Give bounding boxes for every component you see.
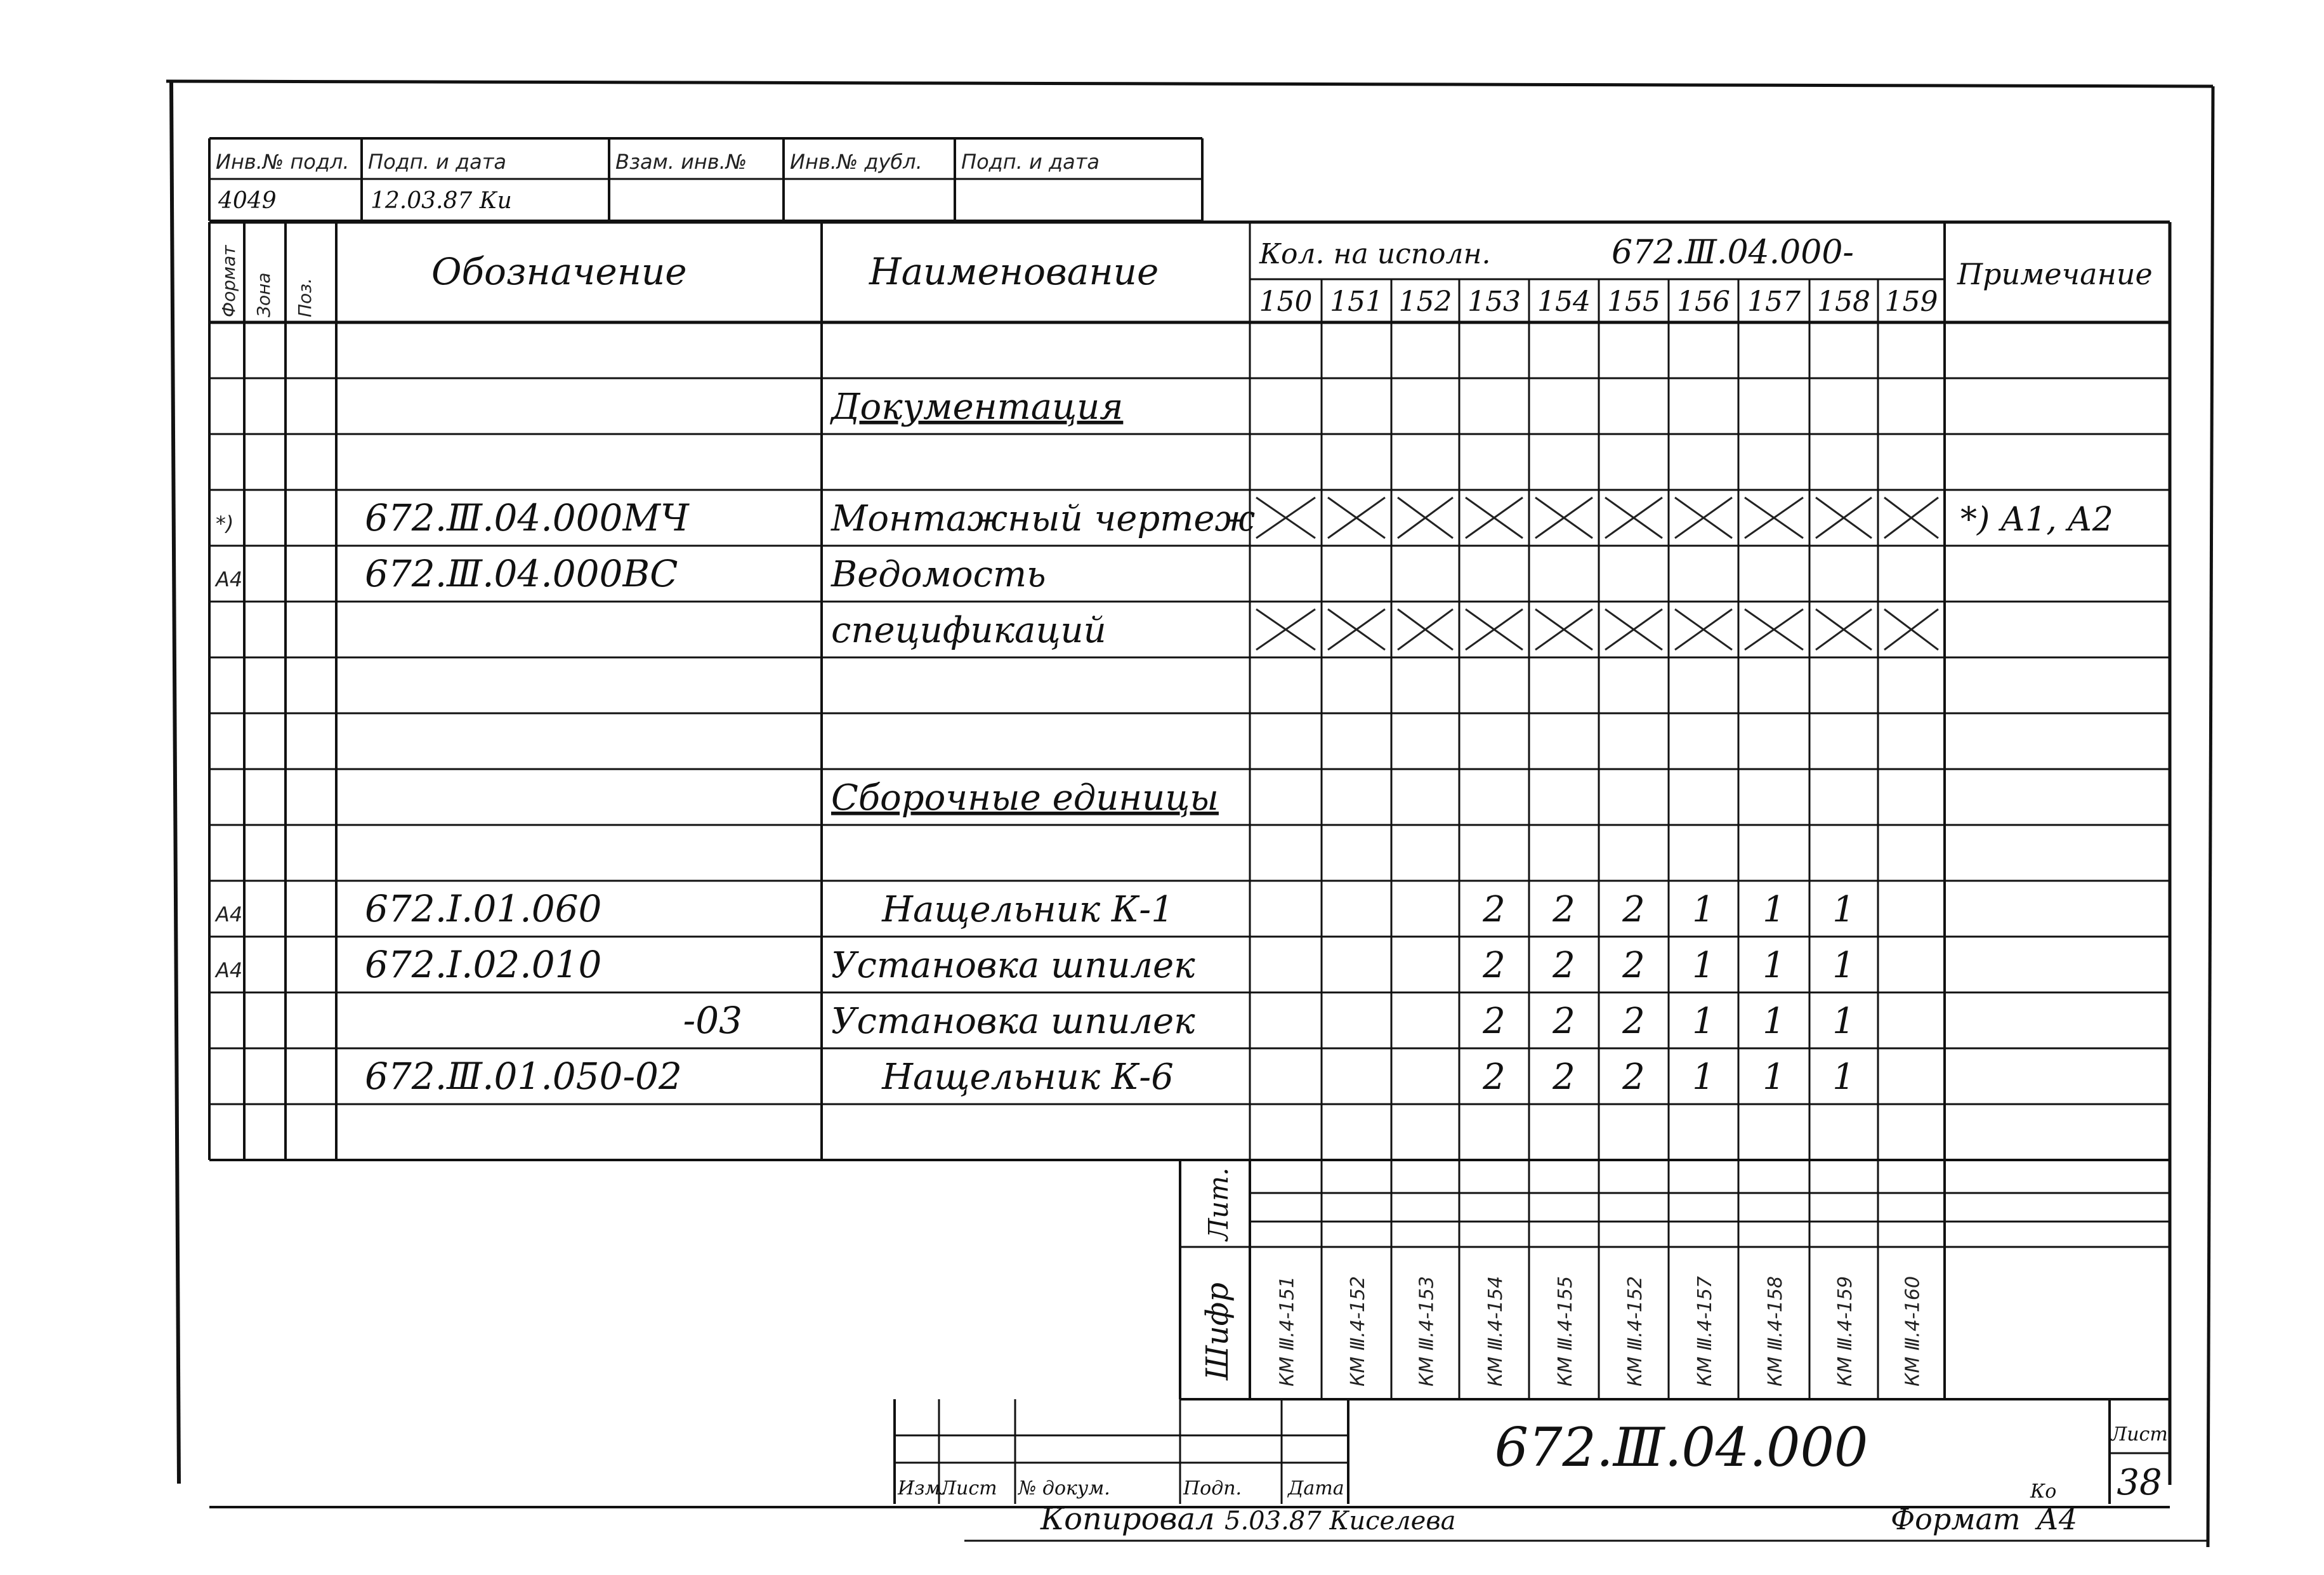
row-format: А4 [216, 902, 243, 926]
qty-value: 1 [1763, 945, 1785, 986]
qty-group-header: Кол. на исполн. [1259, 238, 1491, 270]
sheet-number: 38 [2117, 1462, 2162, 1503]
row-designation: 672.Ⅲ.01.050-02 [365, 1055, 682, 1098]
row-format: А4 [216, 958, 243, 982]
cross-mark [1256, 609, 1315, 650]
qty-value: 2 [1483, 945, 1506, 986]
cross-mark [1535, 498, 1592, 538]
qty-value: 1 [1692, 889, 1715, 930]
stamp-header: Подп. и дата [961, 150, 1100, 174]
corner-mark: Ко [2030, 1480, 2057, 1503]
row-name: Нащельник К-1 [882, 889, 1174, 930]
cross-mark [1535, 609, 1592, 650]
cipher-code: КМ Ⅲ.4-153 [1415, 1275, 1438, 1387]
sheet-texts [214, 150, 2168, 1537]
qty-value: 1 [1692, 945, 1715, 986]
row-name: Установка шпилек [831, 1001, 1195, 1042]
cross-marks [1256, 498, 1938, 650]
cross-mark [1398, 609, 1453, 650]
cross-mark [1466, 609, 1523, 650]
stamp-header: Инв.№ подл. [216, 150, 350, 174]
qty-value: 2 [1553, 945, 1575, 986]
row-format: А4 [216, 567, 243, 591]
copied-by: 5.03.87 Киселева [1224, 1506, 1456, 1536]
cipher-code: КМ Ⅲ.4-157 [1694, 1275, 1716, 1387]
qty-value: 1 [1832, 945, 1855, 986]
lit-label: Лит. [1203, 1167, 1234, 1241]
cipher-code: КМ Ⅲ.4-152 [1347, 1275, 1369, 1387]
cross-mark [1884, 498, 1938, 538]
qty-value: 2 [1483, 1057, 1506, 1098]
qty-value: 1 [1832, 889, 1855, 930]
variant-header: 152 [1398, 286, 1452, 318]
variant-header: 150 [1259, 286, 1313, 318]
cipher-code: КМ Ⅲ.4-154 [1485, 1275, 1507, 1387]
row-name: Сборочные единицы [831, 777, 1219, 819]
name-header: Наименование [869, 250, 1159, 293]
row-format: *) [216, 511, 234, 536]
cipher-code: КМ Ⅲ.4-152 [1624, 1275, 1646, 1387]
cipher-code: КМ Ⅲ.4-151 [1276, 1275, 1299, 1387]
row-name: Документация [831, 386, 1124, 428]
row-name: Ведомость [831, 554, 1046, 595]
row-designation: -03 [683, 999, 742, 1042]
cross-mark [1328, 498, 1385, 538]
qty-value: 1 [1832, 1001, 1855, 1042]
qty-value: 1 [1763, 889, 1785, 930]
row-note: *) А1, А2 [1960, 501, 2113, 539]
copied-label: Копировал [1041, 1501, 1215, 1537]
qty-group-code: 672.Ⅲ.04.000- [1612, 234, 1854, 272]
variant-header: 157 [1747, 286, 1801, 318]
document-code: 672.Ⅲ.04.000 [1494, 1416, 1868, 1479]
qty-value: 2 [1553, 889, 1575, 930]
side-header: Зона [253, 272, 274, 317]
qty-value: 2 [1483, 1001, 1506, 1042]
cipher-code: КМ Ⅲ.4-159 [1834, 1275, 1856, 1387]
stamp-value: 4049 [218, 188, 277, 214]
variant-header: 154 [1537, 286, 1591, 318]
variant-header: 151 [1330, 286, 1383, 318]
qty-value: 2 [1622, 1001, 1645, 1042]
cipher-label: Шифр [1200, 1282, 1235, 1380]
variant-header: 159 [1884, 286, 1938, 318]
qty-value: 2 [1622, 1057, 1645, 1098]
cipher-code: КМ Ⅲ.4-155 [1554, 1275, 1577, 1387]
cross-mark [1745, 498, 1803, 538]
cross-mark [1605, 609, 1662, 650]
format-label: Формат [1891, 1502, 2021, 1536]
cross-mark [1398, 498, 1453, 538]
cross-mark [1328, 609, 1385, 650]
cross-mark [1256, 498, 1315, 538]
row-name: спецификаций [831, 610, 1106, 651]
row-designation: 672.Ⅰ.01.060 [365, 887, 602, 930]
variant-header: 155 [1607, 286, 1660, 318]
format-value: А4 [2037, 1502, 2078, 1536]
row-designation: 672.Ⅰ.02.010 [365, 943, 602, 986]
designation-header: Обозначение [431, 250, 687, 293]
frame-right-line [2208, 86, 2213, 1547]
side-header: Поз. [294, 278, 315, 317]
qty-value: 2 [1622, 945, 1645, 986]
qty-value: 1 [1763, 1001, 1785, 1042]
stamp-header: Инв.№ дубл. [790, 150, 922, 174]
cross-mark [1884, 609, 1938, 650]
qty-value: 2 [1553, 1057, 1575, 1098]
side-header: Формат [218, 245, 239, 317]
note-header: Примечание [1957, 257, 2153, 291]
variant-header: 153 [1467, 286, 1521, 318]
rev-header: Лист [940, 1477, 997, 1499]
cross-mark [1816, 609, 1872, 650]
variant-header: 158 [1817, 286, 1870, 318]
stamp-header: Взам. инв.№ [615, 150, 747, 174]
qty-value: 2 [1483, 889, 1506, 930]
row-designation: 672.Ⅲ.04.000ВС [365, 552, 678, 595]
row-name: Монтажный чертеж [831, 498, 1256, 539]
cross-mark [1466, 498, 1523, 538]
rev-header: № докум. [1018, 1477, 1110, 1499]
qty-value: 1 [1763, 1057, 1785, 1098]
variant-header: 156 [1677, 286, 1730, 318]
row-name: Нащельник К-6 [882, 1057, 1174, 1098]
rev-header: Дата [1288, 1477, 1344, 1499]
rev-header: Изм. [898, 1477, 947, 1499]
qty-value: 1 [1692, 1057, 1715, 1098]
row-name: Установка шпилек [831, 945, 1195, 986]
qty-value: 2 [1622, 889, 1645, 930]
rev-header: Подп. [1183, 1477, 1242, 1499]
stamp-header: Подп. и дата [368, 150, 506, 174]
row-designation: 672.Ⅲ.04.000МЧ [365, 496, 689, 539]
sheet-label: Лист [2111, 1423, 2168, 1446]
frame-left-line [171, 82, 179, 1484]
cross-mark [1675, 609, 1732, 650]
frame-top-line [166, 81, 2213, 86]
qty-value: 1 [1692, 1001, 1715, 1042]
qty-value: 2 [1553, 1001, 1575, 1042]
qty-value: 1 [1832, 1057, 1855, 1098]
cross-mark [1745, 609, 1803, 650]
cross-mark [1675, 498, 1732, 538]
cipher-code: КМ Ⅲ.4-158 [1764, 1275, 1787, 1387]
cross-mark [1605, 498, 1662, 538]
cross-mark [1816, 498, 1872, 538]
stamp-value: 12.03.87 Ки [371, 188, 512, 214]
cipher-code: КМ Ⅲ.4-160 [1901, 1275, 1924, 1387]
